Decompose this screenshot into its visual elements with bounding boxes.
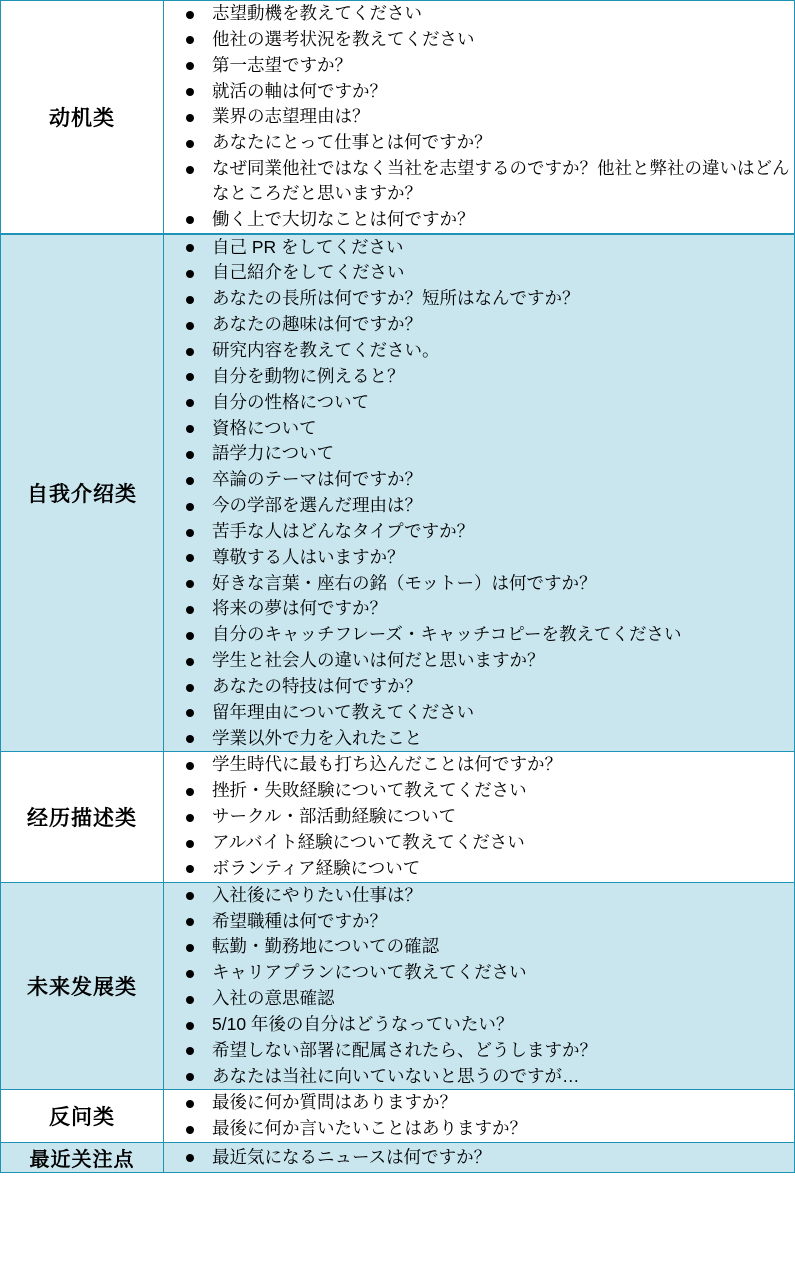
question-text: 卒論のテーマは何ですか？	[212, 469, 422, 490]
question-text: なぜ同業他社ではなく当社を志望するのですか？他社と弊社の違いはどんなところだと思いますか？	[212, 158, 790, 203]
question-text: 5/10 年後の自分はどうなっていたい？	[212, 1013, 514, 1034]
list-item	[164, 596, 794, 621]
bullet-icon	[186, 322, 194, 330]
question-text: 入社後にやりたい仕事は？	[212, 884, 422, 905]
list-item	[164, 260, 794, 285]
question-text: 留年理由について教えてください	[212, 701, 475, 722]
question-text: あなたにとって仕事とは何ですか？	[212, 132, 492, 153]
bullet-icon	[186, 216, 194, 224]
question-text: 自己紹介をしてください	[212, 262, 405, 283]
list-item	[164, 286, 794, 311]
category-cell-experience: 经历描述类	[1, 752, 164, 882]
list-item	[164, 960, 794, 985]
list-item	[164, 909, 794, 934]
question-text: 最後に何か言いたいことはありますか？	[212, 1118, 527, 1139]
category-cell-reverse-question: 反问类	[1, 1090, 164, 1143]
table-row	[1, 1143, 795, 1173]
bullet-icon	[186, 684, 194, 692]
bullet-icon	[186, 918, 194, 926]
bullet-icon	[186, 11, 194, 19]
list-item	[164, 856, 794, 881]
list-item	[164, 986, 794, 1011]
list-item	[164, 1012, 794, 1037]
question-text: 資格について	[212, 417, 317, 438]
bullet-icon	[186, 373, 194, 381]
bullet-icon	[186, 62, 194, 70]
question-text: 最近気になるニュースは何ですか？	[212, 1146, 492, 1167]
bullet-icon	[186, 140, 194, 148]
list-item	[164, 571, 794, 596]
list-item	[164, 1064, 794, 1089]
table-body	[1, 1, 795, 1173]
category-cell-motivation: 动机类	[1, 1, 164, 234]
category-cell-future: 未来发展类	[1, 882, 164, 1090]
table-row	[1, 882, 795, 1090]
bullet-icon	[186, 944, 194, 952]
question-text: 最後に何か質問はありますか？	[212, 1092, 457, 1113]
items-cell-self-introduction	[164, 234, 795, 752]
list-item	[164, 207, 794, 232]
bullet-icon	[186, 762, 194, 770]
question-text: 学生と社会人の違いは何だと思いますか？	[212, 650, 545, 671]
list-item	[164, 726, 794, 751]
bullet-icon	[186, 529, 194, 537]
items-cell-future	[164, 882, 795, 1090]
question-text: 入社の意思確認	[212, 988, 335, 1009]
list-item	[164, 312, 794, 337]
bullet-icon	[186, 554, 194, 562]
bullet-icon	[186, 1100, 194, 1108]
list-item	[164, 27, 794, 52]
list-item	[164, 130, 794, 155]
bullet-icon	[186, 88, 194, 96]
bullet-icon	[186, 606, 194, 614]
question-list	[164, 1145, 794, 1170]
list-item	[164, 441, 794, 466]
list-item	[164, 934, 794, 959]
question-text: 自己 PR をしてください	[212, 236, 404, 257]
list-item	[164, 79, 794, 104]
question-text: あなたの特技は何ですか？	[212, 675, 422, 696]
list-item	[164, 622, 794, 647]
list-item	[164, 545, 794, 570]
question-text: 働く上で大切なことは何ですか？	[212, 208, 475, 229]
list-item	[164, 883, 794, 908]
items-cell-reverse-question	[164, 1090, 795, 1143]
question-text: あなたの長所は何ですか？短所はなんですか？	[212, 288, 580, 309]
bullet-icon	[186, 1154, 194, 1162]
question-text: サークル・部活動経験について	[212, 806, 457, 827]
question-text: 語学力について	[212, 443, 335, 464]
list-item	[164, 1090, 794, 1115]
bullet-icon	[186, 814, 194, 822]
bullet-icon	[186, 996, 194, 1004]
list-item	[164, 364, 794, 389]
bullet-icon	[186, 970, 194, 978]
table-row	[1, 1, 795, 234]
bullet-icon	[186, 166, 194, 174]
bullet-icon	[186, 580, 194, 588]
question-text: 挫折・失敗経験について教えてください	[212, 780, 527, 801]
bullet-icon	[186, 348, 194, 356]
question-text: 希望職種は何ですか？	[212, 910, 387, 931]
list-item	[164, 467, 794, 492]
question-text: キャリアプランについて教えてください	[212, 962, 527, 983]
list-item	[164, 752, 794, 777]
bullet-icon	[186, 892, 194, 900]
table-row	[1, 234, 795, 752]
question-text: あなたの趣味は何ですか？	[212, 314, 422, 335]
list-item	[164, 235, 794, 260]
category-cell-self-introduction: 自我介绍类	[1, 234, 164, 752]
list-item	[164, 156, 794, 206]
category-cell-current-topics: 最近关注点	[1, 1143, 164, 1173]
question-list	[164, 1090, 794, 1141]
question-text: 希望しない部署に配属されたら、どうしますか？	[212, 1039, 597, 1060]
bullet-icon	[186, 632, 194, 640]
question-text: 業界の志望理由は？	[212, 106, 370, 127]
bullet-icon	[186, 1022, 194, 1030]
bullet-icon	[186, 1047, 194, 1055]
question-text: 他社の選考状況を教えてください	[212, 28, 475, 49]
list-item	[164, 700, 794, 725]
bullet-icon	[186, 865, 194, 873]
question-list	[164, 1, 794, 232]
question-text: 第一志望ですか？	[212, 54, 352, 75]
question-text: アルバイト経験について教えてください	[212, 832, 525, 852]
question-list	[164, 235, 794, 751]
question-text: 志望動機を教えてください	[212, 3, 422, 23]
bullet-icon	[186, 399, 194, 407]
list-item	[164, 648, 794, 673]
list-item	[164, 53, 794, 78]
table-row	[1, 1090, 795, 1143]
bullet-icon	[186, 244, 194, 252]
list-item	[164, 416, 794, 441]
list-item	[164, 674, 794, 699]
question-text: 自分を動物に例えると？	[212, 365, 405, 386]
question-text: 好きな言葉・座右の銘（モットー）は何ですか？	[212, 572, 597, 593]
bullet-icon	[186, 36, 194, 44]
question-text: 転勤・勤務地についての確認	[212, 936, 440, 957]
bullet-icon	[186, 296, 194, 304]
list-item	[164, 830, 794, 855]
question-text: 苦手な人はどんなタイプですか？	[212, 520, 475, 541]
bullet-icon	[186, 425, 194, 433]
bullet-icon	[186, 658, 194, 666]
question-list	[164, 883, 794, 1089]
list-item	[164, 804, 794, 829]
bullet-icon	[186, 114, 194, 122]
bullet-icon	[186, 451, 194, 459]
bullet-icon	[186, 503, 194, 511]
question-text: 学生時代に最も打ち込んだことは何ですか？	[212, 754, 562, 775]
list-item	[164, 338, 794, 363]
question-text: 尊敬する人はいますか？	[212, 546, 405, 567]
bullet-icon	[186, 840, 194, 848]
list-item	[164, 519, 794, 544]
bullet-icon	[186, 735, 194, 743]
question-text: 学業以外で力を入れたこと	[212, 727, 422, 748]
question-list	[164, 752, 794, 880]
bullet-icon	[186, 788, 194, 796]
question-text: 今の学部を選んだ理由は？	[212, 495, 422, 516]
list-item	[164, 1145, 794, 1170]
list-item	[164, 390, 794, 415]
question-text: ボランティア経験について	[212, 857, 421, 878]
list-item	[164, 778, 794, 803]
question-text: 研究内容を教えてください。	[212, 339, 440, 360]
list-item	[164, 1038, 794, 1063]
question-text: 自分の性格について	[212, 391, 370, 412]
bullet-icon	[186, 270, 194, 278]
list-item	[164, 493, 794, 518]
list-item	[164, 1116, 794, 1141]
items-cell-motivation	[164, 1, 795, 234]
list-item	[164, 104, 794, 129]
question-text: あなたは当社に向いていないと思うのですが…	[212, 1065, 580, 1086]
question-text: 将来の夢は何ですか？	[212, 598, 387, 619]
question-text: 就活の軸は何ですか？	[212, 80, 387, 101]
list-item	[164, 1, 794, 26]
bullet-icon	[186, 709, 194, 717]
bullet-icon	[186, 477, 194, 485]
items-cell-current-topics	[164, 1143, 795, 1173]
items-cell-experience	[164, 752, 795, 882]
bullet-icon	[186, 1073, 194, 1081]
question-text: 自分のキャッチフレーズ・キャッチコピーを教えてください	[212, 624, 682, 645]
table-row	[1, 752, 795, 882]
bullet-icon	[186, 1126, 194, 1134]
